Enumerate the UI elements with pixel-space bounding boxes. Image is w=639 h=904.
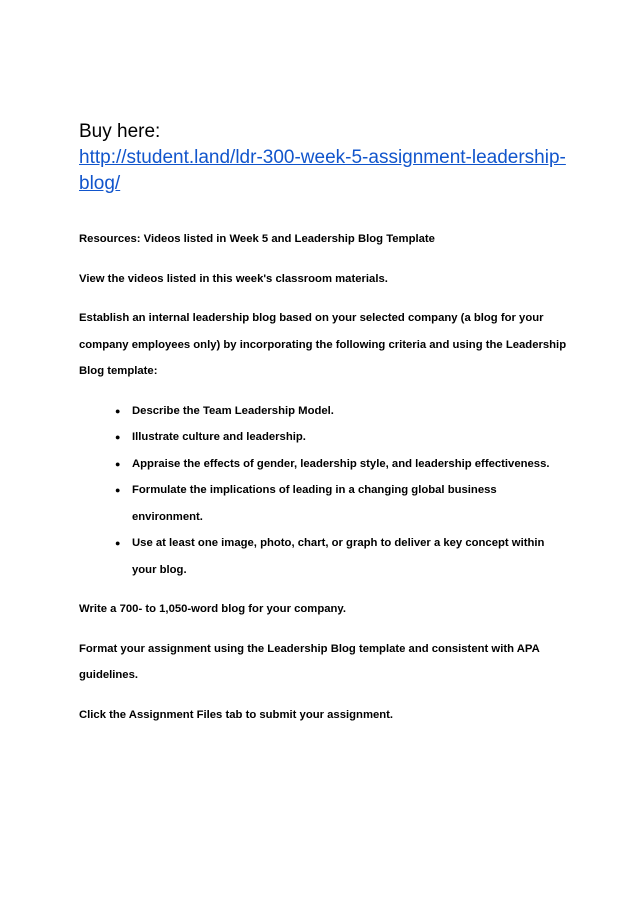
list-item xyxy=(79,530,569,583)
submit-instructions-text: Click the Assignment Files tab to submit your assignment. xyxy=(79,708,394,721)
list-item-text: Formulate the implications of leading in a changing global business environment. xyxy=(132,484,497,523)
format-text: Format your assignment using the Leadership Blog template and consistent with APA guidelines. xyxy=(79,642,540,681)
bullet-icon: ● xyxy=(115,405,121,416)
spacer xyxy=(79,253,569,266)
list-item-text: Appraise the effects of gender, leadership style, and leadership effectiveness. xyxy=(132,457,550,470)
view-videos-text: View the videos listed in this week's classroom materials. xyxy=(79,272,388,285)
spacer xyxy=(79,623,569,636)
spacer xyxy=(79,583,569,596)
establish-blog-text: Establish an internal leadership blog based on your selected company (a blog for your company employees only) by incorporating the following criteria and using the Leadership Blog template: xyxy=(79,312,567,377)
spacer xyxy=(79,689,569,702)
buy-here-label: Buy here: xyxy=(79,121,161,142)
spacer xyxy=(79,385,569,398)
bullet-icon: ● xyxy=(115,485,121,495)
criteria-list xyxy=(79,398,569,584)
spacer xyxy=(79,292,569,305)
list-item-text: Use at least one image, photo, chart, or graph to deliver a key concept within your blog. xyxy=(132,537,545,576)
document-content xyxy=(79,119,569,728)
bullet-icon: ● xyxy=(115,432,121,442)
bullet-icon: ● xyxy=(115,538,121,548)
buy-link[interactable]: http://student.land/ldr-300-week-5-assignment-leadership-blog/ xyxy=(79,147,566,194)
list-item xyxy=(79,398,569,425)
list-item xyxy=(79,451,569,478)
list-item-text: Describe the Team Leadership Model. xyxy=(132,404,334,417)
bullet-icon: ● xyxy=(115,458,121,469)
list-item-text: Illustrate culture and leadership. xyxy=(132,431,306,443)
spacer xyxy=(79,197,569,226)
list-item xyxy=(79,477,569,530)
word-count-text: Write a 700- to 1,050-word blog for your company. xyxy=(79,603,346,615)
list-item xyxy=(79,424,569,451)
resources-text: Resources: Videos listed in Week 5 and Leadership Blog Template xyxy=(79,233,435,245)
